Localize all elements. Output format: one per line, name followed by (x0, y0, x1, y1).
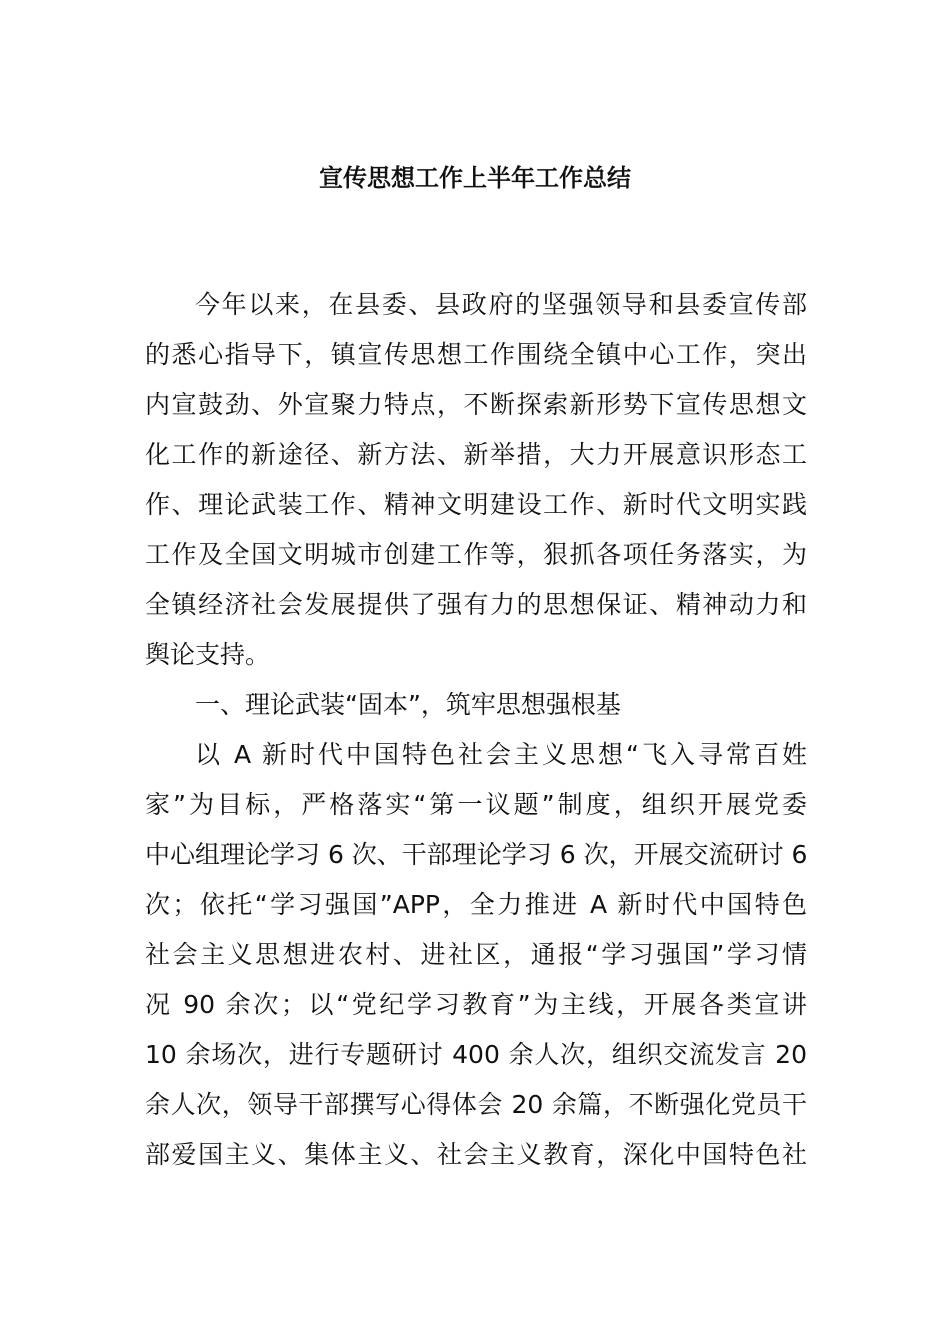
paragraph-line: 全镇经济社会发展提供了强有力的思想保证、精神动力和 (145, 590, 807, 619)
paragraph-line: 以 A 新时代中国特色社会主义思想“飞入寻常百姓 (195, 740, 807, 769)
paragraph-line: 家”为目标，严格落实“第一议题”制度，组织开展党委 (145, 790, 807, 819)
paragraph-line: 作、理论武装工作、精神文明建设工作、新时代文明实践 (145, 490, 807, 519)
paragraph-line: 社会主义思想进农村、进社区，通报“学习强国”学习情 (145, 940, 807, 969)
paragraph-line: 的悉心指导下，镇宣传思想工作围绕全镇中心工作，突出 (145, 340, 807, 369)
paragraph-line: 中心组理论学习 6 次、干部理论学习 6 次，开展交流研讨 6 (145, 840, 808, 869)
paragraph-line: 化工作的新途径、新方法、新举措，大力开展意识形态工 (145, 440, 807, 469)
paragraph-line: 内宣鼓劲、外宣聚力特点，不断探索新形势下宣传思想文 (145, 390, 807, 419)
paragraph-line: 今年以来，在县委、县政府的坚强领导和县委宣传部 (195, 290, 807, 319)
paragraph-line: 余人次，领导干部撰写心得体会 20 余篇，不断强化党员干 (145, 1090, 807, 1119)
document-body (145, 280, 807, 1180)
paragraph-line: 部爱国主义、集体主义、社会主义教育，深化中国特色社 (145, 1140, 807, 1169)
paragraph-line: 舆论支持。 (145, 640, 271, 669)
document-title: 宣传思想工作上半年工作总结 (319, 164, 631, 192)
paragraph-line: 次；依托“学习强国”APP，全力推进 A 新时代中国特色 (145, 890, 807, 919)
paragraph-line: 工作及全国文明城市创建工作等，狠抓各项任务落实，为 (145, 540, 807, 569)
paragraph-line: 况 90 余次；以“党纪学习教育”为主线，开展各类宣讲 (145, 990, 807, 1019)
section-heading: 一、理论武装“固本”，筑牢思想强根基 (195, 690, 621, 719)
paragraph-line: 10 余场次，进行专题研讨 400 余人次，组织交流发言 20 (145, 1040, 807, 1069)
